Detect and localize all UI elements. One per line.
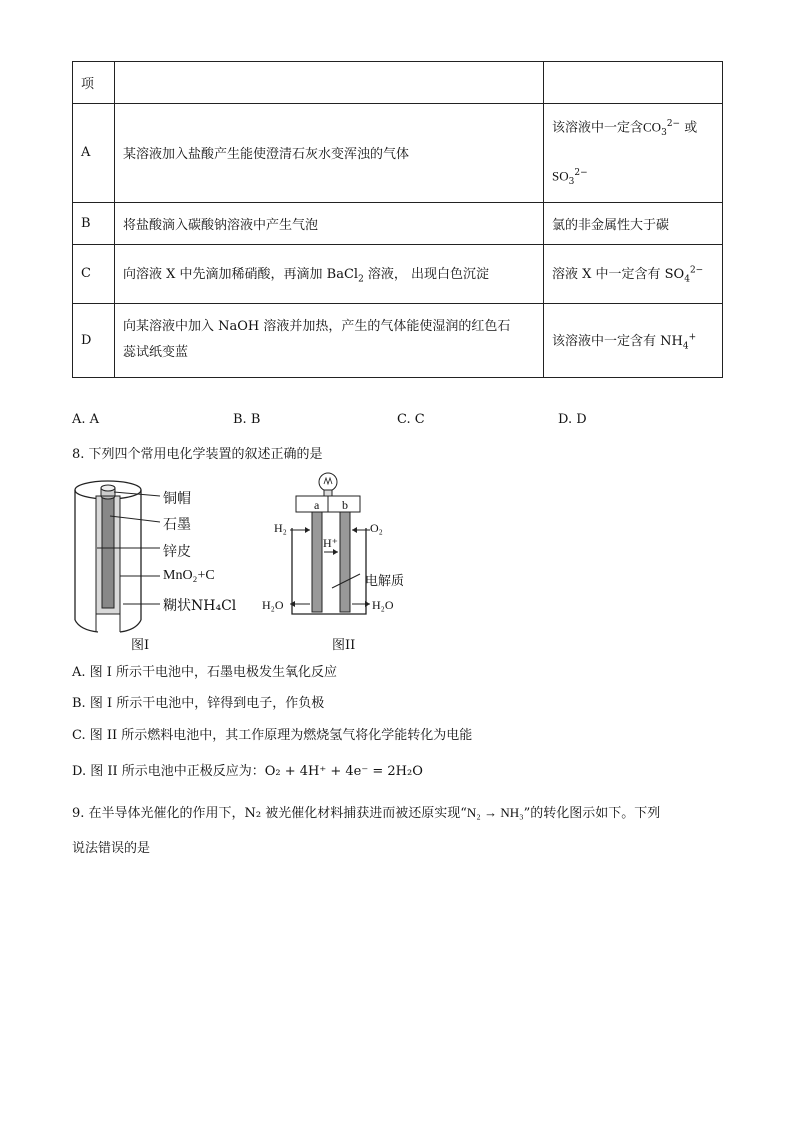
row-label: D [73,303,115,377]
choice-d[interactable]: D. D [558,412,587,427]
row-label: A [73,104,115,203]
table-row [73,244,723,303]
choice-b[interactable]: B. B [233,412,261,427]
electrode-a-label: a [314,498,320,512]
row-operation: 向溶液 X 中先滴加稀硝酸，再滴加 BaCl$_2$ 溶液， 出现白色沉淀 [115,244,544,303]
row-operation: 某溶液加入盐酸产生能使澄清石灰水变浑浊的气体 [115,104,544,203]
h2o-out-left-label: H₂O [262,598,284,612]
row-operation: 将盐酸滴入碳酸钠溶液中产生气泡 [115,202,544,244]
q8-stem: 8. 下列四个常用电化学装置的叙述正确的是 [72,447,323,462]
q9-stem-line2: 说法错误的是 [72,841,151,856]
choice-a[interactable]: A. A [72,412,100,427]
choice-c[interactable]: C. C [397,412,425,427]
row-conclusion: 该溶液中一定含有 $NH_4^+$ [544,303,723,377]
table-row [73,202,723,244]
q9-stem-line1: 9. 在半导体光催化的作用下，N₂ 被光催化材料捕获进而被还原实现“N₂ → NH₃”的转化图示如下。下列 [72,805,661,821]
header-cell: 项 [73,62,115,104]
electrolyte-label: 电解质 [365,574,405,589]
table-header-row [73,62,723,104]
figure-dry-cell [68,476,248,654]
label-mno2: MnO₂+C [163,568,215,583]
electrode-b-label: b [342,498,348,512]
label-zinc: 锌皮 [163,544,191,560]
row-conclusion: 溶液 X 中一定含有 $SO_4^{2-}$ [544,244,723,303]
q8-option-a[interactable]: A. 图 I 所示干电池中，石墨电极发生氧化反应 [72,665,338,680]
row-label: B [73,202,115,244]
q8-option-d[interactable]: D. 图 II 所示电池中正极反应为：O₂ + 4H⁺ + 4e⁻ = 2H₂O [72,764,423,779]
label-nh4cl: 糊状NH₄Cl [163,598,237,614]
table-row [73,104,723,203]
header-cell [544,62,723,104]
row-conclusion: 氯的非金属性大于碳 [544,202,723,244]
label-copper-cap: 铜帽 [163,491,191,507]
q8-option-b[interactable]: B. 图 I 所示干电池中，锌得到电子，作负极 [72,696,325,711]
question-table [72,61,723,378]
fig1-caption: 图I [131,638,150,653]
h-ion-label: H⁺ [323,536,338,550]
label-graphite: 石墨 [163,517,191,533]
h2o-out-right-label: H₂O [372,598,394,612]
row-operation: 向某溶液中加入 NaOH 溶液并加热，产生的气体能使湿润的红色石 蕊试纸变蓝 [115,303,544,377]
fig2-caption: 图II [332,638,356,653]
table-row [73,303,723,377]
row-conclusion: 该溶液中一定含$CO_3^{2-}$ 或 $SO_3^{2-}$ [544,104,723,203]
o2-in-label: O₂ [370,521,383,535]
row-label: C [73,244,115,303]
header-cell [115,62,544,104]
q8-option-c[interactable]: C. 图 II 所示燃料电池中，其工作原理为燃烧氢气将化学能转化为电能 [72,728,473,743]
h2-in-label: H₂ [274,521,287,535]
